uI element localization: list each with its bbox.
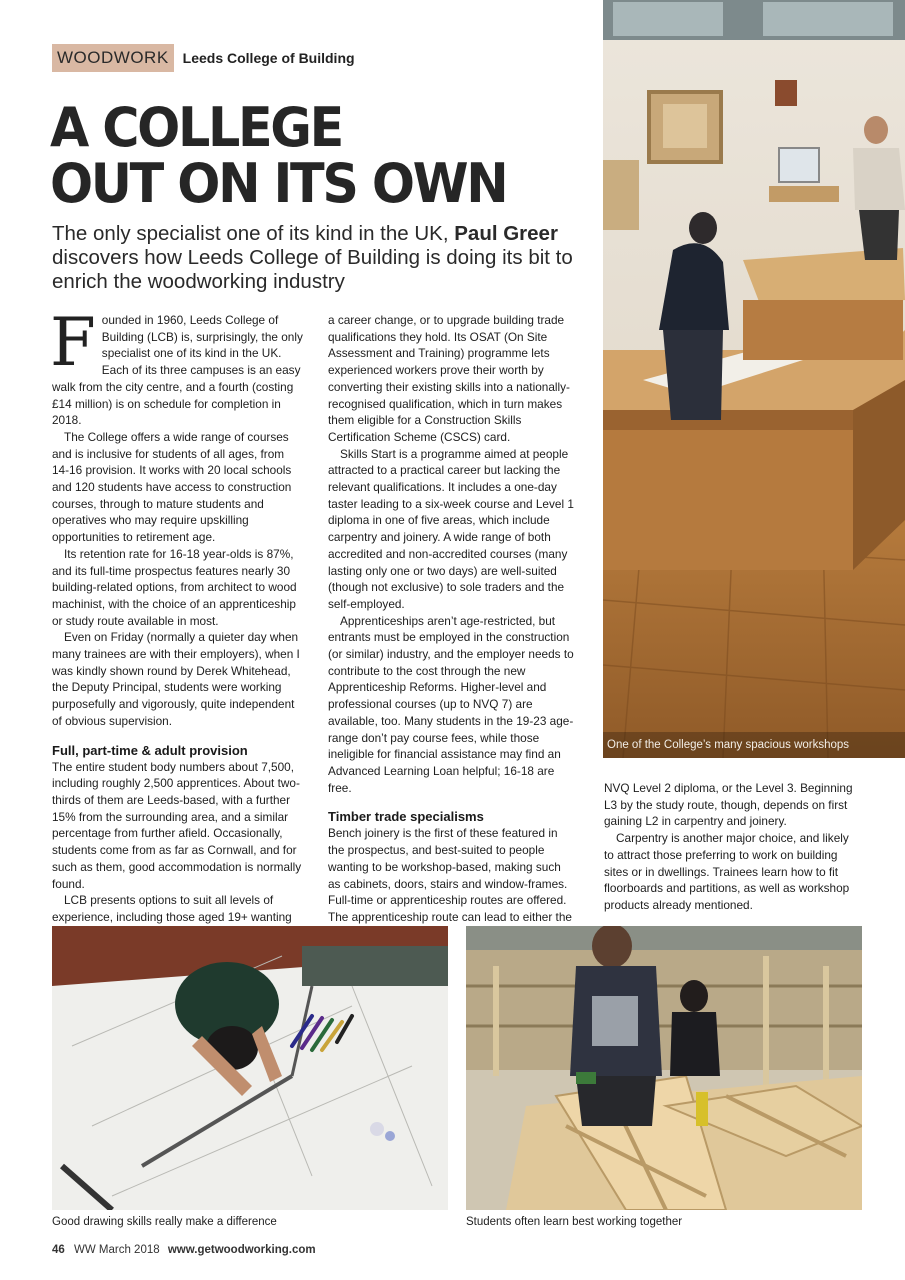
section-header (52, 44, 355, 72)
drawing-photo-illustration (52, 926, 448, 1210)
subheading: Full, part-time & adult provision (52, 742, 248, 758)
subheading: Timber trade specialisms (328, 809, 484, 825)
workshop-photo (603, 0, 905, 758)
headline-line-2: OUT ON ITS OWN (50, 152, 507, 215)
teamwork-photo-illustration (466, 926, 862, 1210)
issue-label: WW March 2018 (74, 1244, 160, 1256)
paragraph: LCB presents options to suit all levels of experience, including those aged 19+ wanting (52, 893, 292, 924)
paragraph: Carpentry is another major choice, and likely to attract those preferring to work on building sites or in dwellings. Trainees learn how to fit floorboards and partitions, as well as workshop products already mentioned. (604, 831, 850, 912)
headline-line-1: A COLLEGE (50, 96, 342, 159)
author-name: Paul Greer (454, 222, 558, 245)
article-column-3 (604, 780, 854, 914)
paragraph: a career change, or to upgrade building trade qualifications they hold. Its OSAT (On Site Assessment and Training) programme lets experienced workers prove their worth by converting their existing skills into a nationally-recognised qualification, which in turn makes them eligible for a Construction Skills Certification Scheme (CSCS) card. (328, 313, 570, 444)
paragraph: The entire student body numbers about 7,500, including roughly 2,500 apprentices. About two-thirds of them are Leeds-based, with a further 15% from the surrounding area, and a similar percentage from further afield. Occasionally, students come from as far as Cornwall, and for such as them, good accommodation is normally found. (52, 759, 302, 891)
drawing-photo (52, 926, 448, 1210)
paragraph: Apprenticeships aren’t age-restricted, but entrants must be employed in the construction (or similar) industry, and the employer needs to contribute to the cost through the new Apprenticeship Reforms. Higher-level and professional courses (up to NVQ 7) are available, too. Many students in the 19-23 age-range don’t pay course fees, while those ineligible for financial assistance may find an Advanced Learning Loan helpful; 16-18 are free. (328, 613, 574, 795)
paragraph: Even on Friday (normally a quieter day when many trainees are with their employers), when I was kindly shown round by Derek Whitehead, the Deputy Principal, students were working purposefully and vigorously, quite independent of obvious supervision. (52, 630, 300, 728)
page-footer (52, 1244, 316, 1256)
teamwork-photo (466, 926, 862, 1210)
headline (50, 96, 576, 215)
article-column-1 (50, 304, 304, 926)
paragraph: Skills Start is a programme aimed at people attracted to a practical career but lacking the relevant qualifications. It includes a one-day taster leading to a six-week course and Level 1 diploma in one of five areas, which include carpentry and joinery. A wide range of both accredited and non-accredited courses (many lasting only one or two days) are well-suited (though not exclusive) to sole traders and the self-employed. (328, 446, 574, 611)
paragraph: Bench joinery is the first of these featured in the prospectus, and best-suited to people wanting to be workshop-based, making such as cabinets, doors, stairs and window-frames. Full-time or apprenticeship routes are offered. The apprenticeship route can lead to either the (328, 826, 572, 924)
paragraph-text: ounded in 1960, Leeds College of Building (LCB) is, surprisingly, the only specialist one of its kind in the UK. Each of its three campuses is an easy walk from the city centre, and a fourth (costing £14 million) is on schedule for completion in 2018. (52, 313, 303, 428)
drawing-photo-caption: Good drawing skills really make a difference (52, 1216, 277, 1228)
paragraph: Its retention rate for 16-18 year-olds is 87%, and its full-time prospectus features nearly 30 building-related options, from architect to wood machinist, with the choice of an apprenticeship or study route available in most. (52, 546, 297, 628)
standfirst (52, 222, 597, 294)
article-column-2 (328, 312, 576, 926)
teamwork-photo-caption: Students often learn best working together (466, 1216, 683, 1228)
paragraph (50, 304, 304, 429)
drop-cap: F (50, 304, 96, 381)
standfirst-intro: The only specialist one of its kind in the UK, (52, 222, 449, 245)
workshop-photo-caption: One of the College’s many spacious workshops (607, 739, 850, 751)
paragraph: NVQ Level 2 diploma, or the Level 3. Beginning L3 by the study route, though, depends on first gaining L2 in carpentry and joinery. (604, 781, 853, 829)
website-link[interactable]: www.getwoodworking.com (167, 1244, 316, 1256)
section-subject: Leeds College of Building (182, 50, 355, 66)
section-tag: WOODWORK (52, 44, 174, 72)
standfirst-rest: discovers how Leeds College of Building is doing its bit to enrich the woodworking industry (52, 246, 573, 293)
paragraph: The College offers a wide range of courses and is inclusive for students of all ages, from 14-16 provision. It works with 20 local schools and 120 students have access to construction courses, through to mature students and operatives who may require upskilling opportunities to retirement age. (52, 429, 292, 545)
page-number: 46 (52, 1244, 65, 1256)
workshop-photo-illustration (603, 0, 905, 758)
